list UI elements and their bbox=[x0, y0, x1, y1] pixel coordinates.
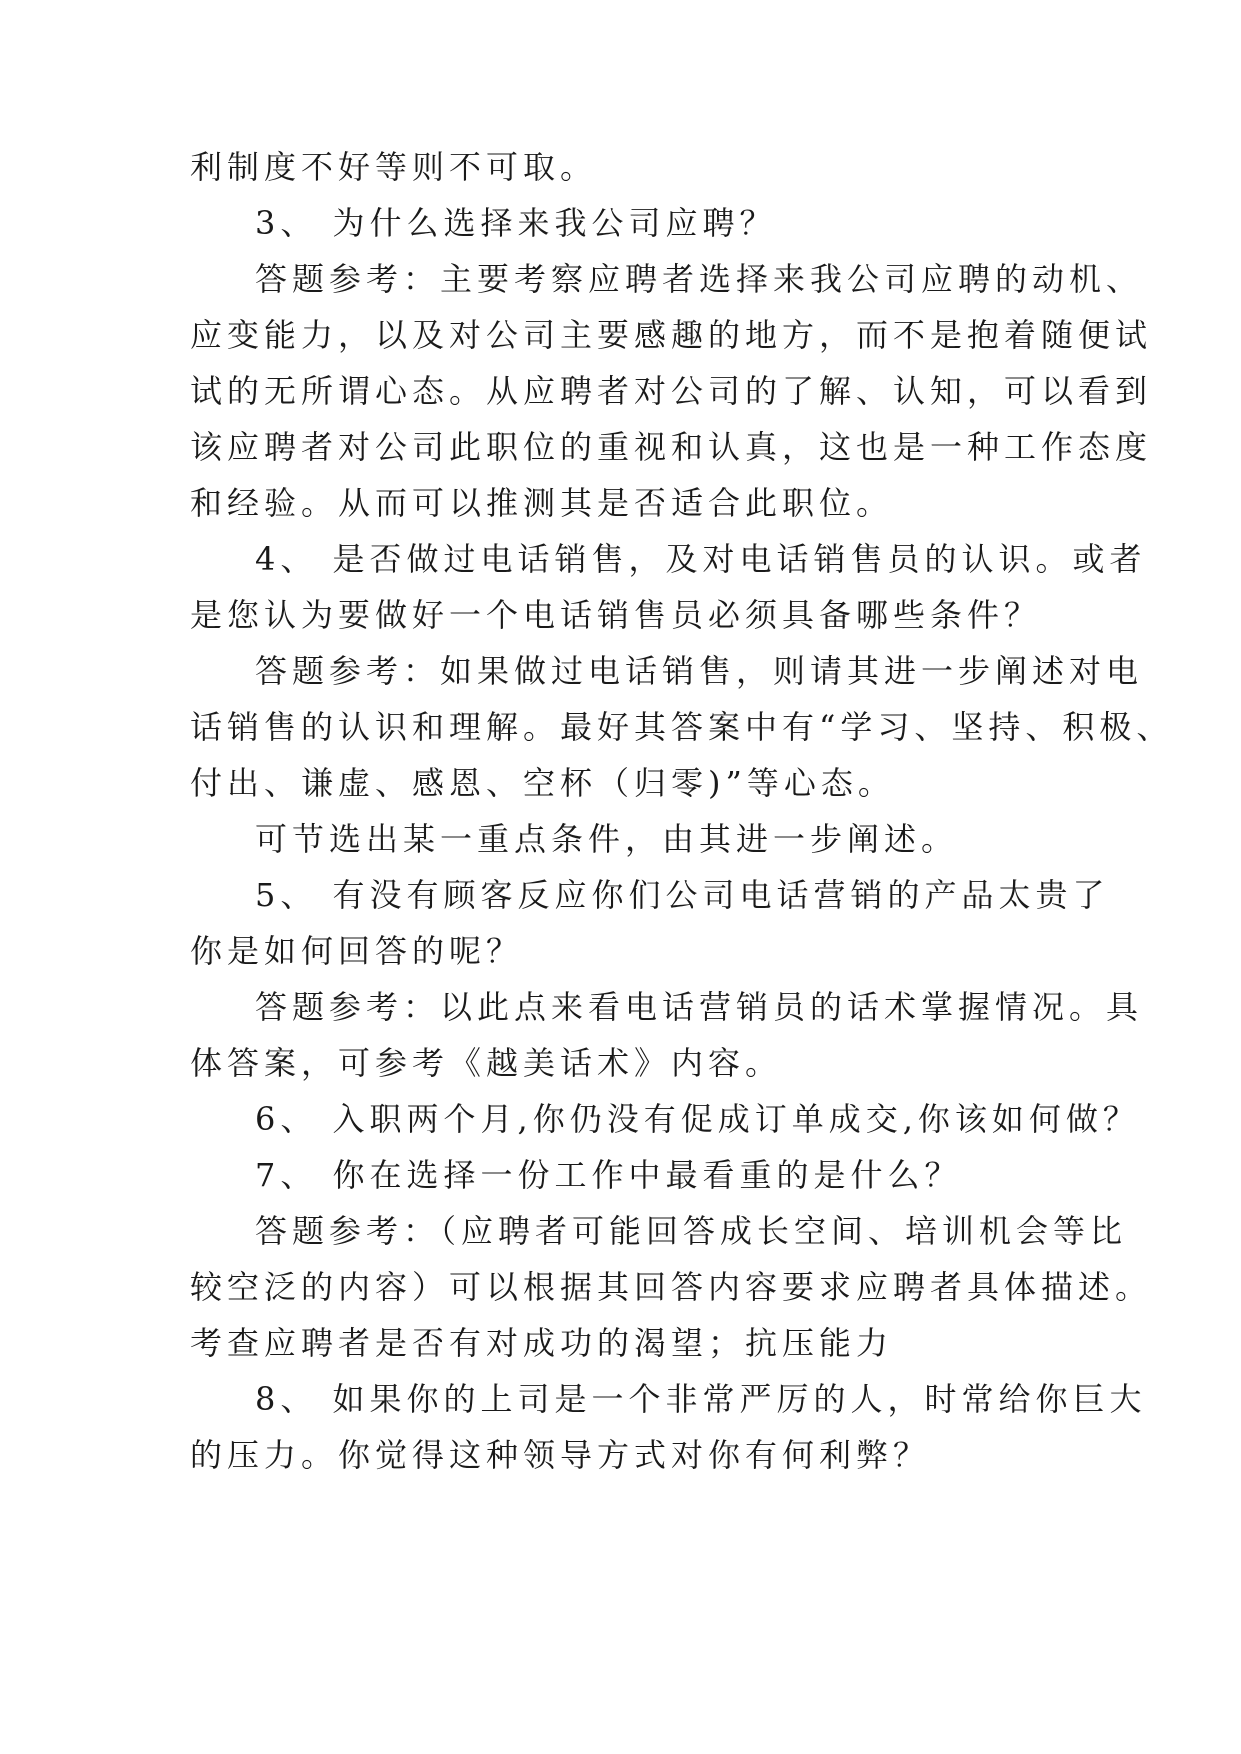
answer-3-line: 该应聘者对公司此职位的重视和认真，这也是一种工作态度 bbox=[190, 428, 1153, 466]
answer-5-line: 体答案，可参考《越美话术》内容。 bbox=[190, 1044, 783, 1082]
answer-7-line: 较空泛的内容）可以根据其回答内容要求应聘者具体描述。 bbox=[190, 1268, 1153, 1306]
question-4-cont: 是您认为要做好一个电话销售员必须具备哪些条件？ bbox=[190, 596, 1042, 634]
question-6: 6、 入职两个月,你仍没有促成订单成交,你该如何做？ bbox=[255, 1100, 1140, 1138]
answer-3-line: 和经验。从而可以推测其是否适合此职位。 bbox=[190, 484, 894, 522]
answer-7-line: 答题参考：（应聘者可能回答成长空间、培训机会等比 bbox=[255, 1212, 1128, 1250]
answer-4-line: 答题参考：如果做过电话销售，则请其进一步阐述对电 bbox=[255, 652, 1144, 690]
answer-3-line: 答题参考：主要考察应聘者选择来我公司应聘的动机、 bbox=[255, 260, 1144, 298]
answer-4-note: 可节选出某一重点条件，由其进一步阐述。 bbox=[255, 820, 959, 858]
question-8-cont: 的压力。你觉得这种领导方式对你有何利弊？ bbox=[190, 1436, 931, 1474]
question-3: 3、 为什么选择来我公司应聘？ bbox=[255, 204, 777, 242]
question-5-cont: 你是如何回答的呢？ bbox=[190, 932, 524, 970]
question-8: 8、 如果你的上司是一个非常严厉的人，时常给你巨大 bbox=[255, 1380, 1147, 1418]
answer-3-line: 应变能力，以及对公司主要感趣的地方，而不是抱着随便试 bbox=[190, 316, 1153, 354]
answer-5-line: 答题参考：以此点来看电话营销员的话术掌握情况。具 bbox=[255, 988, 1144, 1026]
question-4: 4、 是否做过电话销售，及对电话销售员的认识。或者 bbox=[255, 540, 1147, 578]
answer-3-line: 试的无所谓心态。从应聘者对公司的了解、认知，可以看到 bbox=[190, 372, 1153, 410]
answer-4-line: 话销售的认识和理解。最好其答案中有“学习、坚持、积极、 bbox=[190, 708, 1174, 746]
question-5: 5、 有没有顾客反应你们公司电话营销的产品太贵了 bbox=[255, 876, 1110, 914]
text-line: 利制度不好等则不可取。 bbox=[190, 148, 598, 186]
answer-7-line: 考查应聘者是否有对成功的渴望；抗压能力 bbox=[190, 1324, 894, 1362]
answer-4-line: 付出、谦虚、感恩、空杯（归零)”等心态。 bbox=[190, 764, 895, 802]
question-7: 7、 你在选择一份工作中最看重的是什么？ bbox=[255, 1156, 962, 1194]
